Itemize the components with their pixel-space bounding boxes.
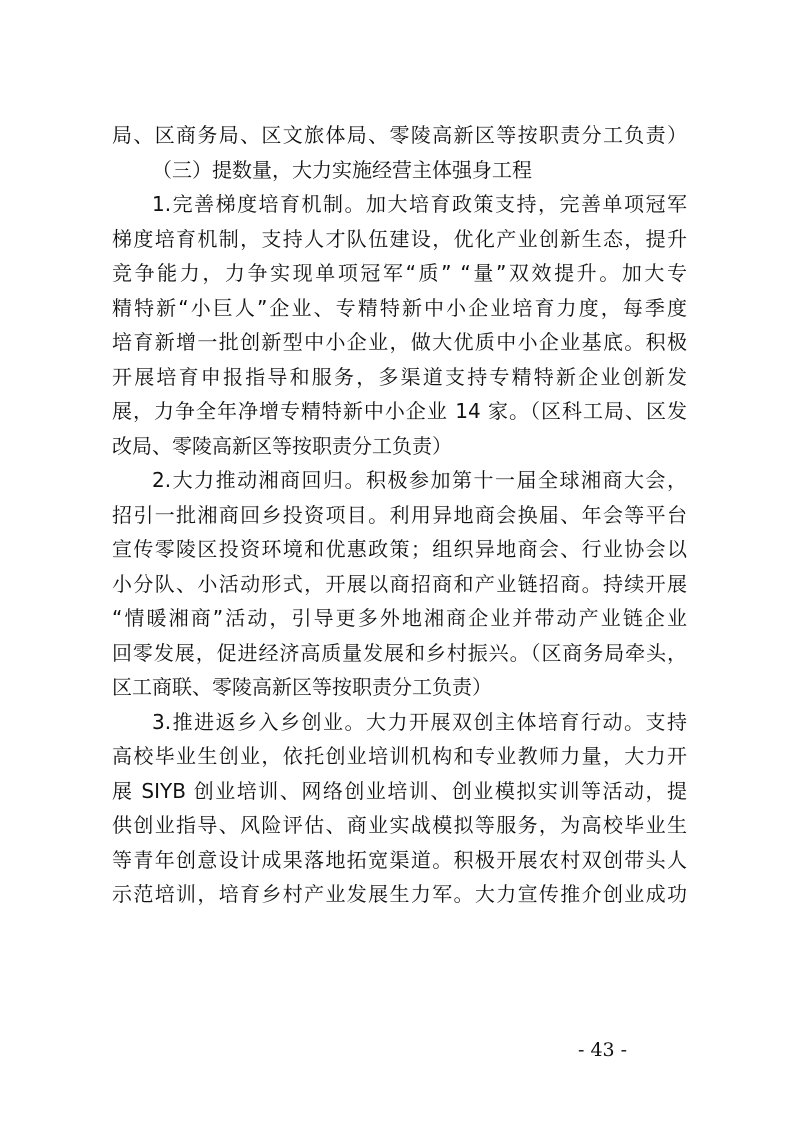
text-line: 高校毕业生创业，依托创业培训机构和专业教师力量，大力开 xyxy=(112,744,687,768)
text-line: 宣传零陵区投资环境和优惠政策；组织异地商会、行业协会以 xyxy=(112,537,687,561)
text-line: 竞争能力，力争实现单项冠军“质” “量”双效提升。加大专 xyxy=(112,261,687,285)
paragraph-first-line: 1.完善梯度培育机制。加大培育政策支持，完善单项冠军 xyxy=(152,192,687,216)
section-heading: （三）提数量，大力实施经营主体强身工程 xyxy=(152,157,532,182)
text-line: 招引一批湘商回乡投资项目。利用异地商会换届、年会等平台 xyxy=(112,502,687,527)
paragraph-last-line: 改局、零陵高新区等按职责分工负责） xyxy=(112,433,452,458)
text-line: 培育新增一批创新型中小企业，做大优质中小企业基底。积极 xyxy=(112,330,687,354)
paragraph-first-line: 2.大力推动湘商回归。积极参加第十一届全球湘商大会， xyxy=(152,468,687,492)
text-line: 展 SIYB 创业培训、网络创业培训、创业模拟实训等活动，提 xyxy=(112,778,687,803)
text-line: 精特新“小巨人”企业、专精特新中小企业培育力度，每季度 xyxy=(112,295,687,320)
text-line: 回零发展，促进经济高质量发展和乡村振兴。（区商务局牵头， xyxy=(112,640,687,665)
text-line: 展，力争全年净增专精特新中小企业 14 家。（区科工局、区发 xyxy=(112,399,687,423)
document-body xyxy=(112,118,687,912)
text-line: 开展培育申报指导和服务，多渠道支持专精特新企业创新发 xyxy=(112,364,687,389)
text-line: 小分队、小活动形式，开展以商招商和产业链招商。持续开展 xyxy=(112,571,687,596)
text-line: 供创业指导、风险评估、商业实战模拟等服务，为高校毕业生 xyxy=(112,813,687,837)
text-line: 示范培训，培育乡村产业发展生力军。大力宣传推介创业成功 xyxy=(112,882,687,906)
paragraph-first-line: 3.推进返乡入乡创业。大力开展双创主体培育行动。支持 xyxy=(152,709,687,734)
text-line: 梯度培育机制，支持人才队伍建设，优化产业创新生态，提升 xyxy=(112,226,687,251)
paragraph-last-line: 区工商联、零陵高新区等按职责分工负责） xyxy=(112,675,492,699)
text-line: 局、区商务局、区文旅体局、零陵高新区等按职责分工负责） xyxy=(112,123,687,147)
text-line: 等青年创意设计成果落地拓宽渠道。积极开展农村双创带头人 xyxy=(112,847,687,872)
page-number: - 43 - xyxy=(578,1039,628,1061)
text-line: “情暖湘商”活动，引导更多外地湘商企业并带动产业链企业 xyxy=(112,606,687,630)
